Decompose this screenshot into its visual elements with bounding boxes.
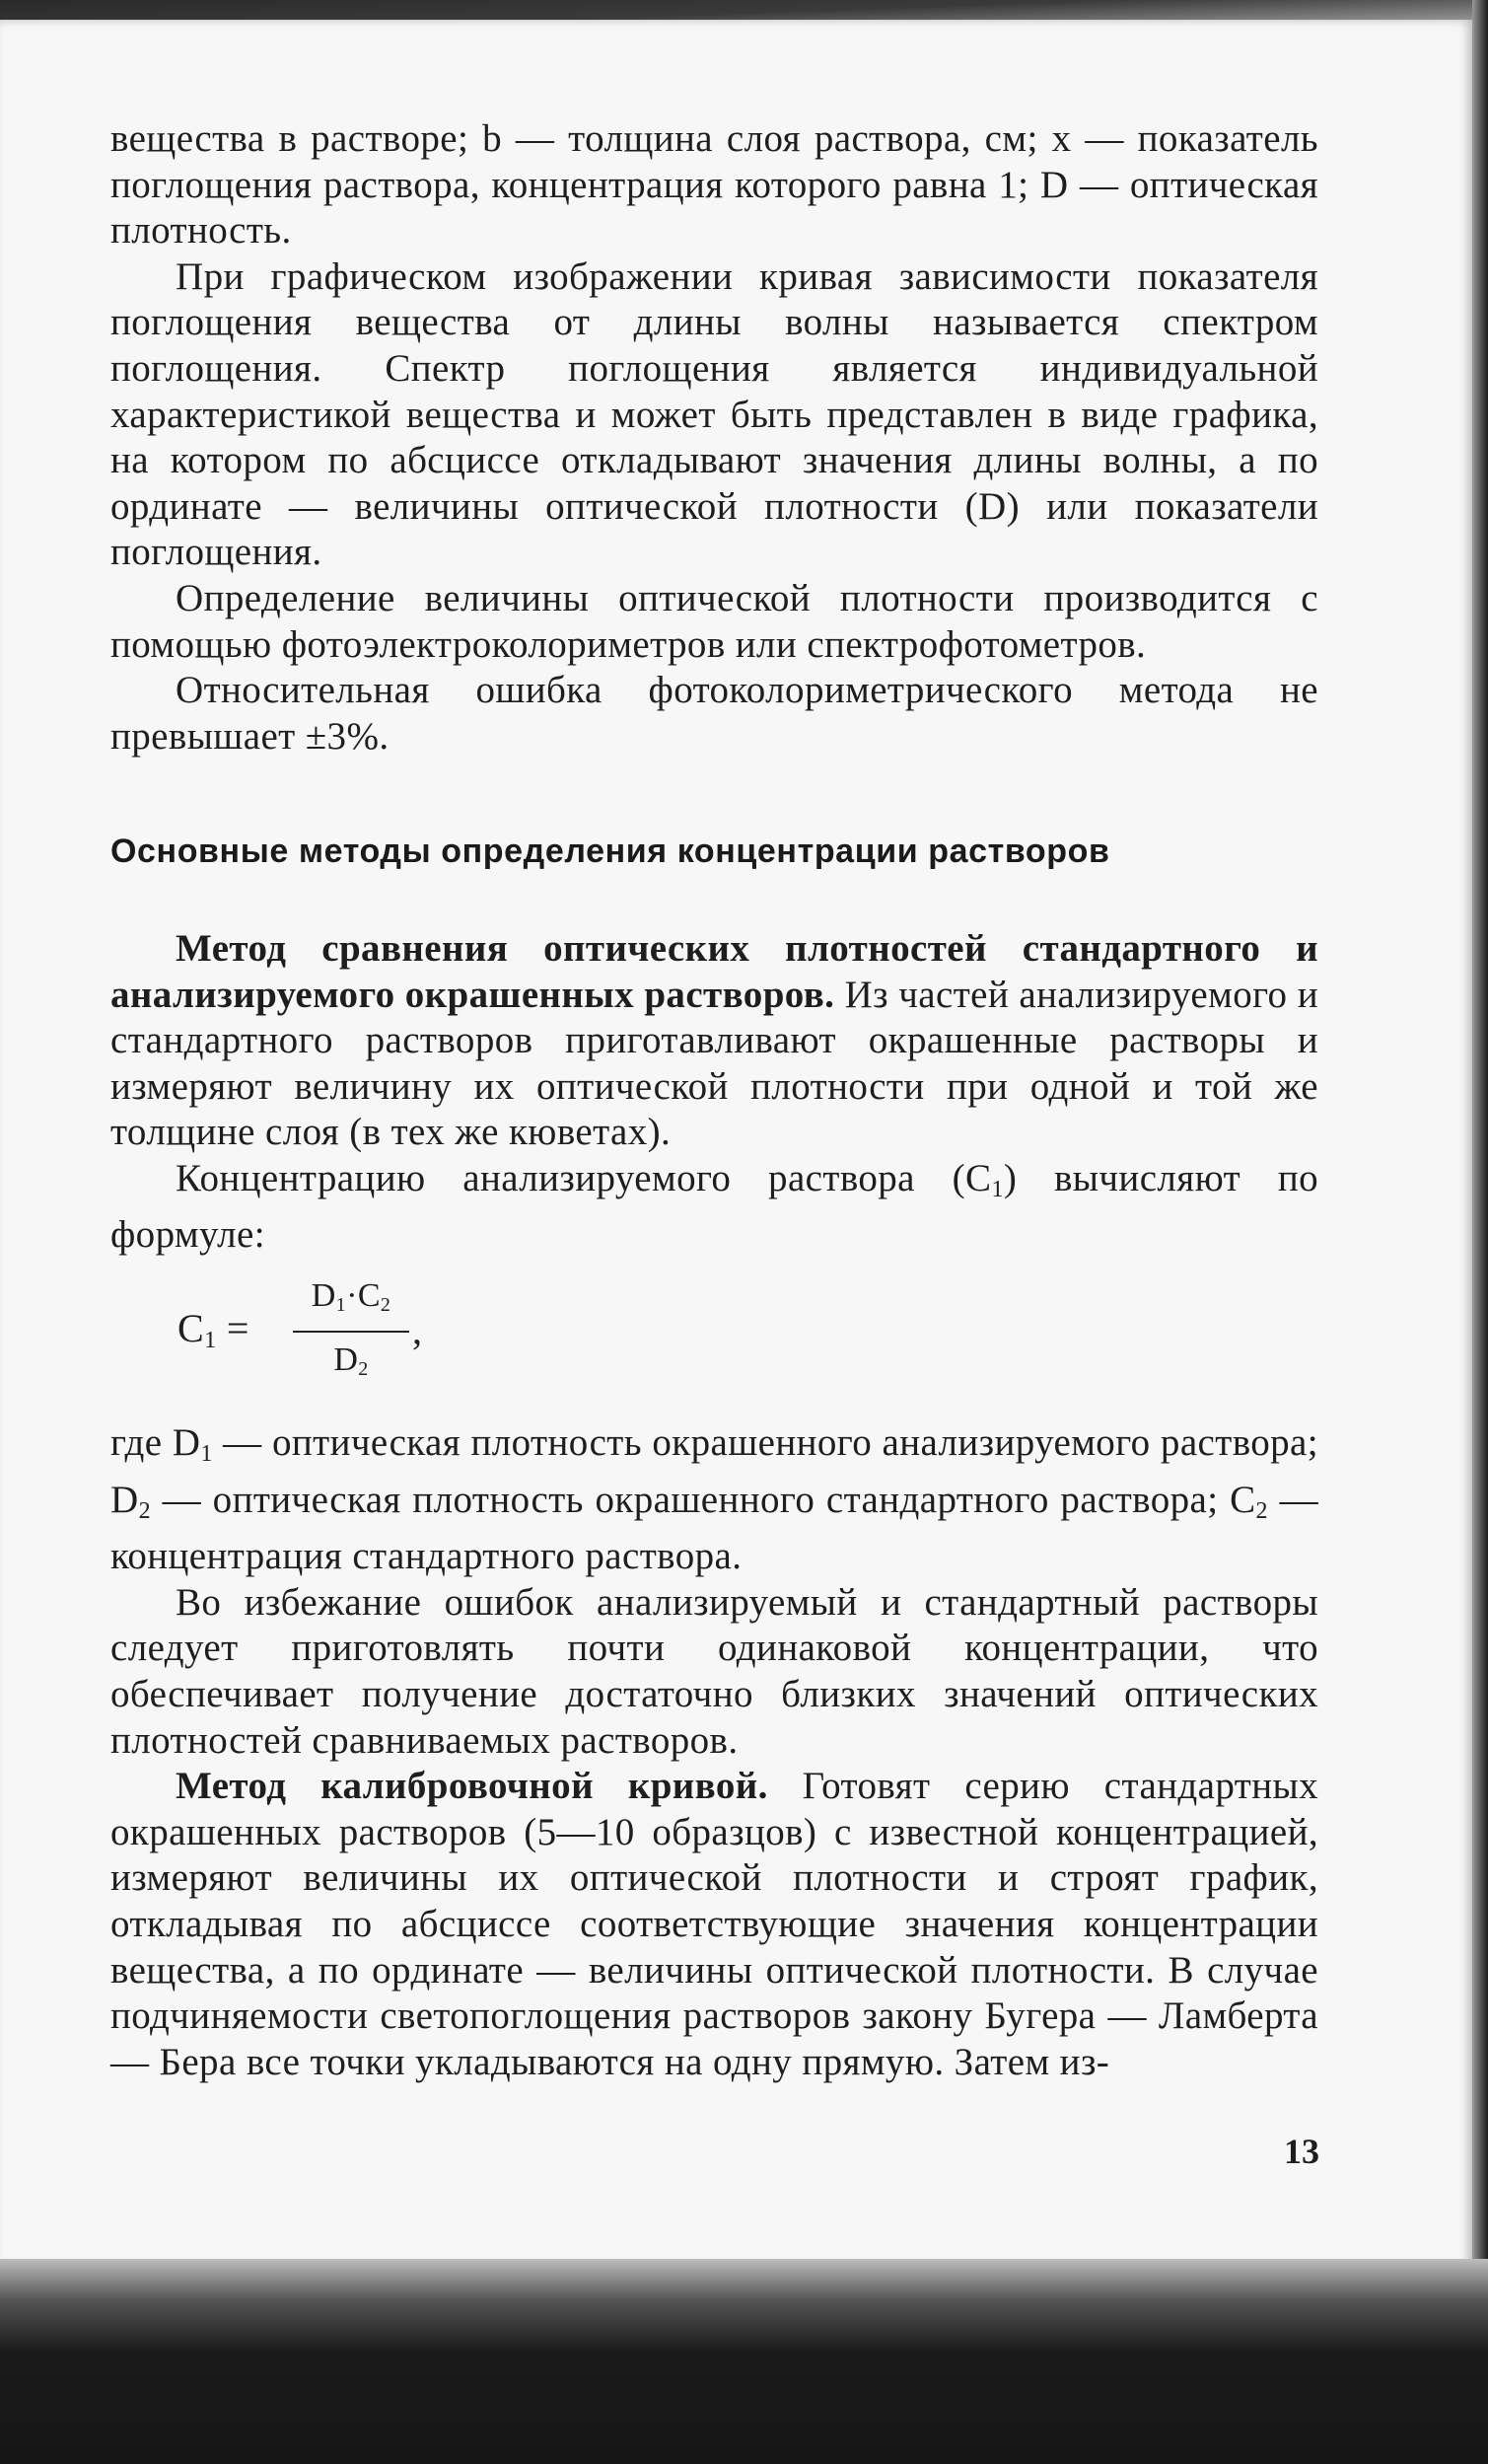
formula-fraction <box>293 1276 409 1389</box>
comparison-method-text: Из частей анализируемого и стандартного растворов приготавливают окрашенные растворы и измеряют величину их оптической плотности при одной и той же толщине слоя (в тех же кюветах). <box>110 973 1318 1154</box>
legend-text-2: — оптическая плотность окрашенного анализируемого раствора; D <box>110 1421 1318 1521</box>
formula-denominator <box>293 1333 409 1389</box>
concentration-sub: 1 <box>991 1176 1004 1202</box>
formula-lhs <box>177 1306 249 1364</box>
concentration-text-a: Концентрацию анализируемого раствора (C <box>176 1156 992 1199</box>
denominator-d-sub: 2 <box>358 1358 369 1381</box>
formula-lhs-sub: 1 <box>204 1328 217 1354</box>
numerator-dot: · <box>346 1277 358 1315</box>
legend-sub-1: 1 <box>200 1441 213 1468</box>
page-number: 13 <box>1284 2132 1319 2171</box>
legend-sub-2: 2 <box>138 1497 151 1524</box>
numerator-d-sub: 1 <box>335 1294 347 1317</box>
formula-numerator <box>293 1276 409 1333</box>
calibration-method-text: Готовят серию стандартных окрашенных растворов (5—10 образцов) с известной концентрацией, измеряют величины их оптической плотности и строят график, откладывая по абсциссе соответствующие значения концентрации вещества, а по ординате — величины оптической плотности. В случае подчиняемости светопоглощения растворов закону Бугера — Ламберта — Бера все точки укладываются на одну прямую. Затем из- <box>110 1765 1318 2083</box>
paragraph-relative-error: Относительная ошибка фотоколориметрического метода не превышает ±3%. <box>110 669 1318 758</box>
page-text-block <box>110 116 1318 2085</box>
legend-text-1: где D <box>110 1421 201 1465</box>
formula-equals: = <box>216 1306 249 1351</box>
concentration-formula <box>110 1276 1318 1393</box>
paragraph-formula-legend <box>110 1420 1318 1580</box>
numerator-d: D <box>311 1277 336 1315</box>
paragraph-error-avoidance: Во избежание ошибок анализируемый и стандартный растворы следует приготовлять почти одинаковой концентрации, что обеспечивает получение достаточно близких значений оптических плотностей сравниваемых растворов. <box>110 1580 1318 1762</box>
paragraph-concentration-formula-intro <box>110 1156 1318 1259</box>
numerator-c-sub: 2 <box>380 1294 391 1317</box>
legend-text-4: — концентрация стандартного раствора. <box>110 1478 1318 1578</box>
legend-sub-3: 2 <box>1255 1497 1268 1524</box>
paragraph-measurement-devices: Определение величины оптической плотности производится с помощью фотоэлектроколориметров или спектрофотометров. <box>110 576 1318 666</box>
numerator-c: C <box>357 1277 381 1315</box>
concentration-text-b: ) вычисляют по формуле: <box>110 1156 1318 1257</box>
denominator-d: D <box>333 1341 359 1379</box>
paragraph-definitions: вещества в растворе; b — толщина слоя раствора, см; x — показатель поглощения раствора, концентрация которого равна 1; D — оптическая плотность. <box>110 117 1318 253</box>
section-heading: Основные методы определения концентрации растворов <box>110 833 1110 871</box>
legend-text-3: — оптическая плотность окрашенного стандартного раствора; C <box>150 1478 1256 1521</box>
scan-bottom-shadow <box>0 2259 1488 2464</box>
paragraph-calibration-method <box>110 1764 1318 2085</box>
formula-lhs-symbol: C <box>177 1306 205 1351</box>
comparison-method-title: Метод сравнения оптических плотностей стандартного и анализируемого окрашенных растворов. <box>110 926 1318 1016</box>
calibration-method-title: Метод калибровочной кривой. <box>176 1765 768 1808</box>
paragraph-absorption-spectrum: При графическом изображении кривая зависимости показателя поглощения вещества от длины волны называется спектром поглощения. Спектр поглощения является индивидуальной характеристикой вещества и может быть представлен в виде графика, на котором по абсциссе откладывают значения длины волны, а по ординате — величины оптической плотности (D) или показатели поглощения. <box>110 254 1318 574</box>
paragraph-comparison-method <box>110 926 1318 1156</box>
scan-right-edge <box>1472 0 1488 2464</box>
formula-comma: , <box>412 1308 423 1353</box>
